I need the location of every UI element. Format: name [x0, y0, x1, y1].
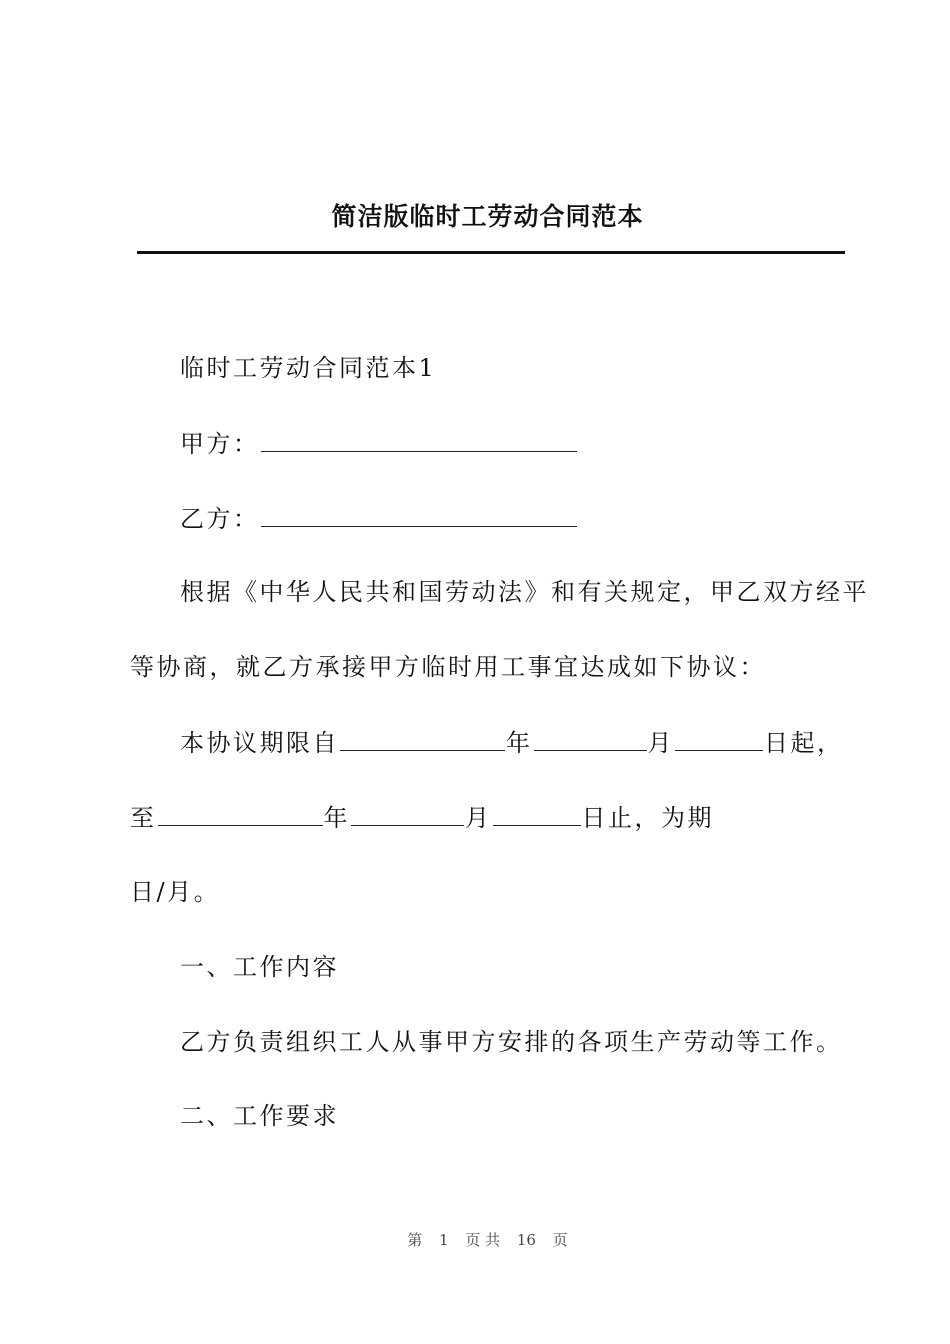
- end-day-blank: [493, 803, 581, 826]
- title-underline: [137, 251, 845, 254]
- footer-suffix: 页: [552, 1231, 568, 1249]
- section-1-heading: 一、工作内容: [180, 953, 339, 981]
- intro-paragraph-line-1: 根据《中华人民共和国劳动法》和有关规定，甲乙双方经平: [180, 578, 869, 606]
- document-title: 简洁版临时工劳动合同范本: [331, 202, 644, 231]
- footer-page-total: 16: [516, 1231, 536, 1249]
- footer-page-current: 1: [439, 1231, 449, 1249]
- party-a-line: [180, 428, 578, 460]
- term-prefix: 本协议期限自: [180, 729, 339, 757]
- term-line-2: [130, 802, 714, 834]
- start-year-blank: [340, 728, 505, 751]
- term-month-label: 月: [647, 729, 674, 757]
- term-year2-label: 年: [323, 804, 350, 832]
- party-b-blank: [261, 504, 577, 527]
- term-unit-line: 日/月。: [130, 878, 221, 906]
- start-day-blank: [675, 728, 763, 751]
- footer-mid: 页 共: [465, 1231, 501, 1249]
- party-b-label: 乙方：: [180, 505, 260, 533]
- section-1-body: 乙方负责组织工人从事甲方安排的各项生产劳动等工作。: [180, 1028, 843, 1056]
- section-2-heading: 二、工作要求: [180, 1102, 339, 1130]
- contract-subtitle: 临时工劳动合同范本1: [180, 354, 437, 382]
- end-year-blank: [158, 803, 323, 826]
- term-line-1: [180, 727, 844, 759]
- party-a-blank: [261, 429, 577, 452]
- term-day-end-label: 日止，为期: [581, 804, 714, 832]
- start-month-blank: [534, 728, 647, 751]
- party-b-line: [180, 503, 578, 535]
- intro-paragraph-line-2: 等协商，就乙方承接甲方临时用工事宜达成如下协议：: [130, 653, 766, 681]
- page-footer: [0, 1229, 950, 1250]
- term-month2-label: 月: [465, 804, 492, 832]
- end-month-blank: [351, 803, 464, 826]
- footer-prefix: 第: [407, 1231, 423, 1249]
- term-to-label: 至: [130, 804, 157, 832]
- term-year-label: 年: [506, 729, 533, 757]
- party-a-label: 甲方：: [180, 430, 260, 458]
- term-day-start-label: 日起，: [764, 729, 844, 757]
